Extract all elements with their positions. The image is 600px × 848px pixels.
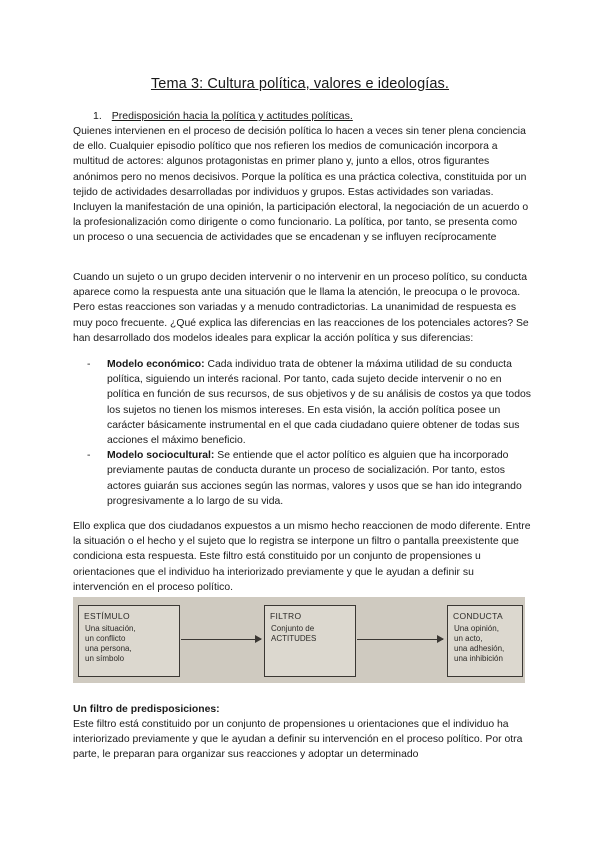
- diagram-box-body: [448, 624, 522, 664]
- model-name: Modelo económico:: [107, 359, 205, 370]
- model-text: Se entiende que el actor político es alguien que ha incorporado previamente pautas de conducta durante un proceso de socialización. Por tanto, estos actores guiarán sus acciones según las normas, valores y usos que se han ido integrando progresivamente a lo largo de su vida.: [107, 450, 522, 507]
- section-heading-text: Predisposición hacia la política y actitudes políticas.: [111, 110, 353, 122]
- section-heading: [93, 110, 353, 122]
- arrow-right-icon: [181, 639, 261, 640]
- diagram-line: un símbolo: [85, 654, 125, 663]
- arrow-right-icon: [357, 639, 443, 640]
- diagram-line: una persona,: [85, 644, 132, 653]
- diagram-line: ACTITUDES: [271, 634, 317, 643]
- page-title: Tema 3: Cultura política, valores e ideologías.: [150, 76, 450, 92]
- diagram-box-stimulus: [78, 605, 180, 677]
- list-item-economic-model: [73, 357, 531, 448]
- paragraph-filter-explanation: Ello explica que dos ciudadanos expuestos a un mismo hecho reaccionen de modo diferente. Entre la situación o el hecho y el sujeto que lo registra se interpone un filtro o pantalla preexistente que condiciona esta respuesta. Este filtro está constituido por un conjunto de propensiones u orientaciones que el individuo ha interiorizado previamente y que le ayudan a definir su intervención en el proceso político.: [73, 521, 531, 593]
- model-text: Cada individuo trata de obtener la máxima utilidad de su conducta política, siguiendo un interés racional. Por tanto, cada sujeto decide intervenir o no en política en función de sus recursos, de sus objetivos y de su análisis de costos ya que todos los sujetos no tienen los mismos intereses. En esta visión, la acción política posee un carácter básicamente instrumental en el que cada ciudadano quiere obtener de todas sus acciones el máximo beneficio.: [107, 359, 531, 447]
- diagram-line: una inhibición: [454, 654, 503, 663]
- list-item-sociocultural-model: [73, 448, 531, 509]
- diagram-line: Una situación,: [85, 624, 136, 633]
- subsection-heading: Un filtro de predisposiciones:: [73, 704, 220, 715]
- diagram-box-filter: [264, 605, 356, 677]
- diagram-line: Una opinión,: [454, 624, 499, 633]
- bullet-dash: -: [87, 359, 91, 370]
- diagram-box-heading: ESTÍMULO: [84, 611, 130, 621]
- diagram-box-conduct: [447, 605, 523, 677]
- diagram-box-heading: CONDUCTA: [453, 611, 503, 621]
- diagram-line: un conflicto: [85, 634, 126, 643]
- stimulus-filter-conduct-diagram: [73, 597, 525, 683]
- paragraph-filter-detail: Este filtro está constituido por un conjunto de propensiones u orientaciones que el individuo ha interiorizado previamente y que le ayudan a definir su intervención en el proceso político. Por otra parte, le preparan para organizar sus reacciones y adoptar un determinado: [73, 719, 523, 761]
- diagram-line: un acto,: [454, 634, 483, 643]
- paragraph-reactions: Cuando un sujeto o un grupo deciden intervenir o no intervenir en un proceso político, su conducta aparece como la respuesta ante una situación que le llama la atención, le preocupa o le provoca. Pero estas reacciones son variadas y a menudo contradictorias. La unanimidad de respuesta es muy poco frecuente. ¿Qué explica las diferencias en las reacciones de los potenciales actores? Se han desarrollado dos modelos ideales para explicar la acción política y sus diferencias:: [73, 272, 529, 344]
- paragraph-intro: Quienes intervienen en el proceso de decisión política lo hacen a veces sin tener plena conciencia de ello. Cualquier episodio político que nos refieren los medios de comunicación incorpora a multitud de actores: algunos protagonistas en primer plano y, junto a ellos, otros figurantes anónimos pero no menos decisivos. Porque la política es una práctica colectiva, constituida por un tejido de actividades desarrolladas por individuos y grupos. Estas actividades son variadas. Incluyen la manifestación de una opinión, la participación electoral, la negociación de un acuerdo o la profesionalización como dirigente o como funcionario. La política, por tanto, se presenta como un proceso o una secuencia de actividades que se encadenan y se influyen recíprocamente: [73, 126, 529, 244]
- diagram-box-body: [265, 624, 355, 644]
- model-name: Modelo sociocultural:: [107, 450, 215, 462]
- section-number: 1.: [93, 110, 102, 122]
- diagram-line: una adhesión,: [454, 644, 505, 653]
- diagram-line: Conjunto de: [271, 624, 315, 633]
- diagram-box-heading: FILTRO: [270, 611, 302, 621]
- models-list: [73, 357, 531, 509]
- diagram-box-body: [79, 624, 179, 664]
- bullet-dash: -: [87, 450, 91, 462]
